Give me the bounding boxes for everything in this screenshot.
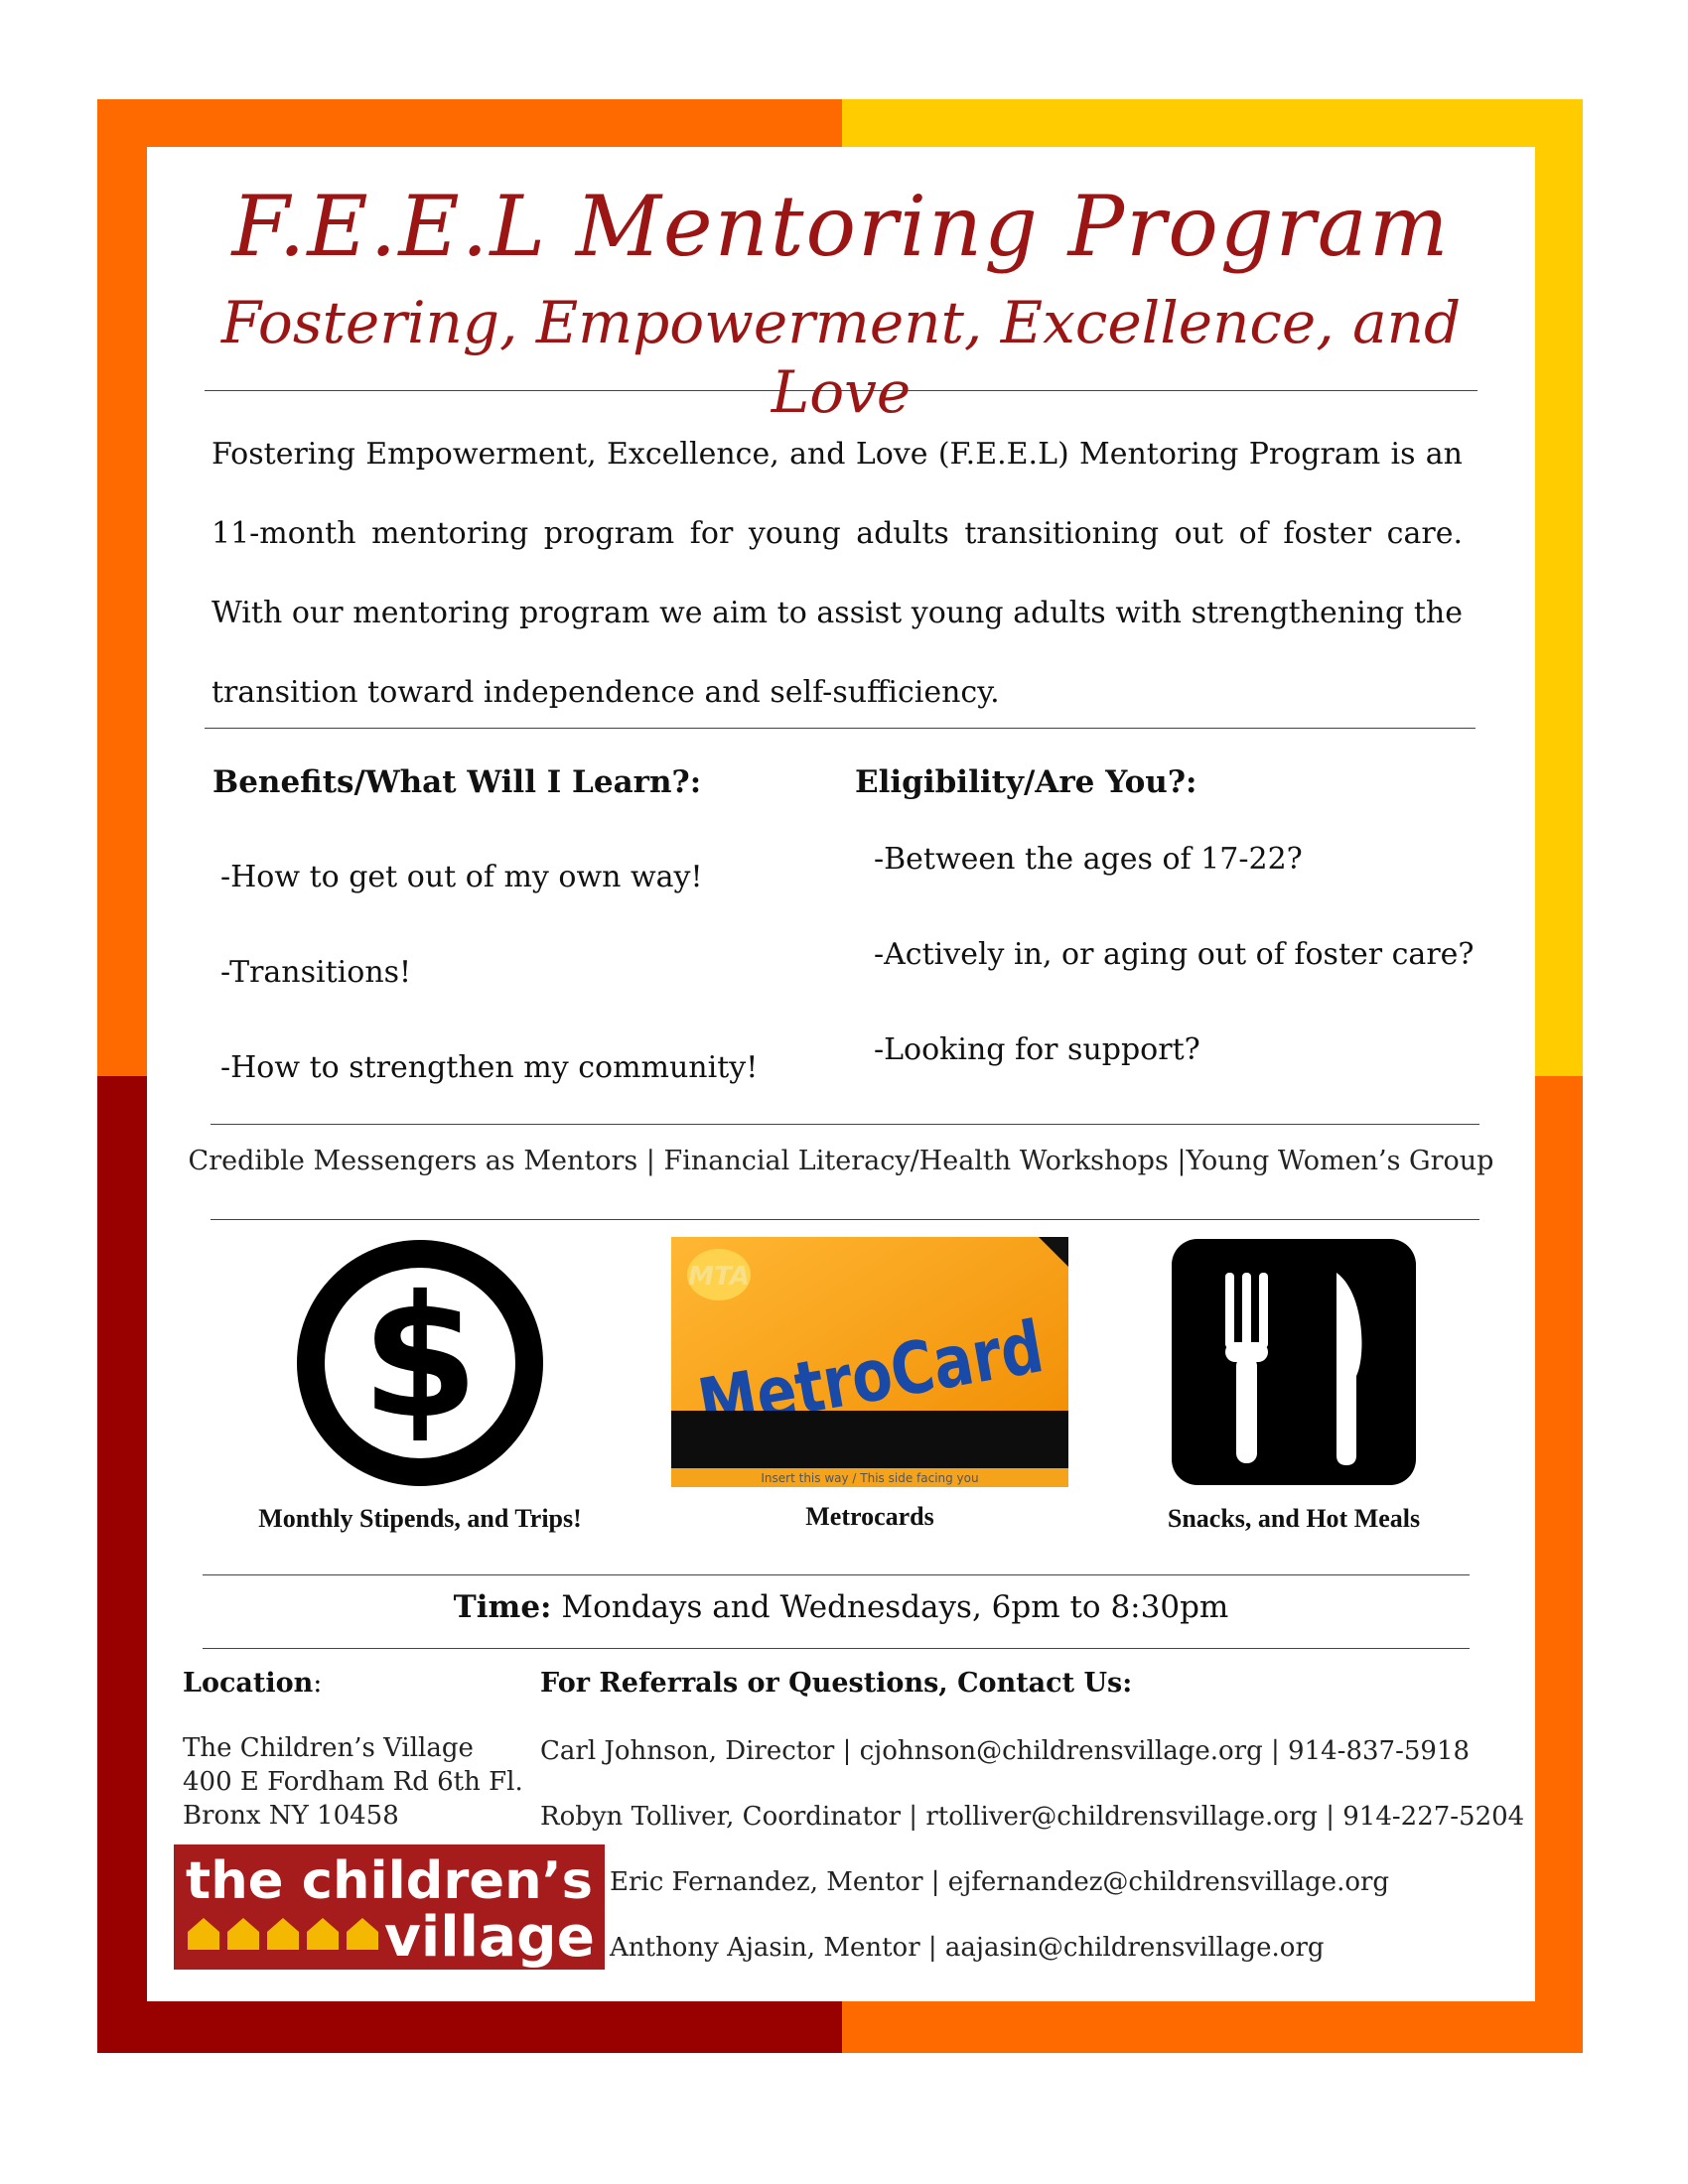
location-line: 400 E Fordham Rd 6th Fl. (183, 1767, 523, 1797)
location-heading (183, 1666, 322, 1702)
page-title: F.E.E.L Mentoring Program (231, 178, 1451, 275)
eligibility-item: -Looking for support? (874, 1032, 1200, 1067)
page-subtitle: Fostering, Empowerment, Excellence, and Love (220, 289, 1462, 426)
eligibility-item: -Between the ages of 17-22? (874, 842, 1303, 877)
divider (205, 390, 1477, 391)
location-heading-suffix: : (313, 1668, 323, 1699)
dollar-icon (296, 1239, 544, 1487)
svg-text:the children’s: the children’s (186, 1851, 593, 1911)
svg-text:Insert this way / This side fa: Insert this way / This side facing you (761, 1471, 979, 1485)
childrens-village-logo (174, 1844, 605, 1970)
metrocard-icon (671, 1237, 1126, 1487)
contacts-heading: For Referrals or Questions, Contact Us: (540, 1668, 1133, 1699)
contact-line: Eric Fernandez, Mentor | ejfernandez@childrensvillage.org (610, 1867, 1390, 1897)
benefit-item: -Transitions! (220, 955, 412, 990)
divider (211, 1219, 1479, 1220)
perk-caption: Snacks, and Hot Meals (1167, 1504, 1421, 1533)
benefit-item: -How to strengthen my community! (220, 1050, 759, 1085)
flyer-panel (147, 147, 1535, 2001)
svg-text:MetroCard: MetroCard (692, 1291, 1126, 1447)
features-line: Credible Messengers as Mentors | Financial Literacy/Health Workshops |Young Women’s Group (188, 1146, 1494, 1176)
svg-text:$: $ (360, 1260, 480, 1456)
divider (203, 1574, 1470, 1575)
location-line: The Children’s Village (183, 1733, 474, 1763)
fork-knife-icon (1170, 1237, 1418, 1487)
location-heading-text: Location (183, 1668, 314, 1699)
benefits-heading: Benefits/What Will I Learn?: (212, 764, 702, 800)
perk-caption: Metrocards (805, 1502, 934, 1531)
contact-line: Anthony Ajasin, Mentor | aajasin@childrensvillage.org (610, 1933, 1325, 1963)
svg-text:MTA: MTA (688, 1262, 750, 1292)
intro-paragraph: Fostering Empowerment, Excellence, and Love (F.E.E.L) Mentoring Program is an 11-month mentoring program for young adults transitioning out of foster care. With our mentoring program we aim to assist young adults with strengthening the transition toward independence and self-sufficiency. (211, 437, 1463, 710)
perk-caption: Monthly Stipends, and Trips! (258, 1504, 582, 1533)
divider (211, 1124, 1479, 1125)
eligibility-heading: Eligibility/Are You?: (855, 764, 1197, 800)
time-label: Time: (453, 1589, 552, 1625)
svg-text:village: village (384, 1905, 595, 1970)
contact-line: Carl Johnson, Director | cjohnson@childrensvillage.org | 914-837-5918 (540, 1736, 1471, 1766)
time-line (147, 1586, 1535, 1628)
eligibility-item: -Actively in, or aging out of foster care? (874, 937, 1475, 972)
benefit-item: -How to get out of my own way! (220, 860, 703, 894)
divider (203, 1648, 1470, 1649)
contact-line: Robyn Tolliver, Coordinator | rtolliver@childrensvillage.org | 914-227-5204 (540, 1802, 1525, 1832)
location-line: Bronx NY 10458 (183, 1801, 399, 1831)
time-value: Mondays and Wednesdays, 6pm to 8:30pm (551, 1589, 1229, 1625)
divider (205, 728, 1476, 729)
